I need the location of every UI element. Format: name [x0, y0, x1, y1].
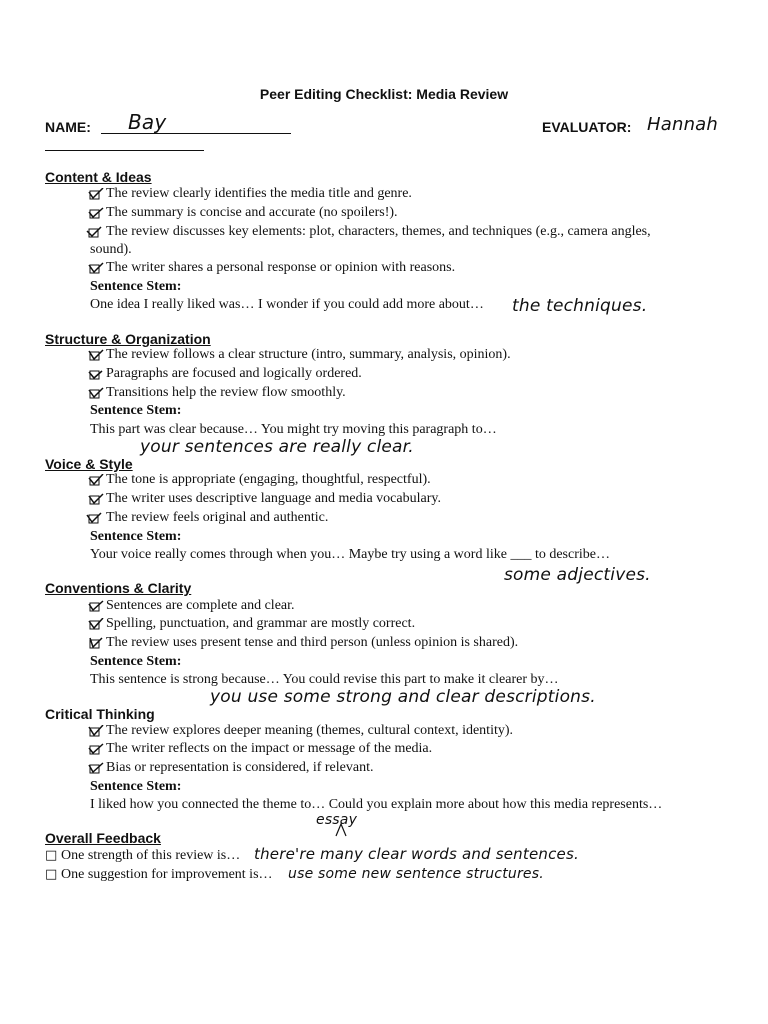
section-heading-content: Content & Ideas — [45, 169, 152, 185]
sentence-stem-label: Sentence Stem: — [90, 529, 182, 544]
sentence-stem-text: One idea I really liked was… I wonder if you could add more about… — [90, 297, 484, 312]
sentence-stem-label: Sentence Stem: — [90, 279, 182, 294]
checklist-item: The review explores deeper meaning (themes, cultural context, identity). — [106, 723, 514, 738]
checklist-item: Paragraphs are focused and logically ordered. — [106, 366, 362, 381]
checkbox-checked-icon — [88, 349, 104, 361]
checkbox-checked-icon — [86, 226, 102, 238]
handwritten-response: your sentences are really clear. — [140, 437, 414, 457]
page-title: Peer Editing Checklist: Media Review — [259, 86, 509, 102]
checkbox-empty-icon: □ — [45, 848, 58, 863]
checkbox-checked-icon — [88, 618, 104, 630]
checkbox-checked-icon — [88, 474, 104, 486]
checkbox-checked-icon — [88, 493, 104, 505]
checkbox-checked-icon — [88, 262, 104, 274]
checklist-item: The tone is appropriate (engaging, thoughtful, respectful). — [106, 472, 431, 487]
checkbox-checked-icon — [88, 725, 104, 737]
checklist-item: Transitions help the review flow smoothly. — [106, 385, 346, 400]
checkbox-checked-icon — [88, 637, 104, 649]
handwritten-response: you use some strong and clear descriptions. — [210, 687, 596, 707]
checklist-item: The writer reflects on the impact or message of the media. — [106, 741, 433, 756]
checkbox-checked-icon — [86, 512, 102, 524]
checklist-item: The review discusses key elements: plot, characters, themes, and techniques (e.g., camera angles, — [106, 224, 651, 239]
evaluator-handwritten: Hannah — [647, 114, 719, 135]
checkbox-empty-icon: □ — [45, 867, 58, 882]
sentence-stem-label: Sentence Stem: — [90, 779, 182, 794]
checkbox-checked-icon — [88, 368, 104, 380]
name-line-continued — [45, 150, 204, 151]
checklist-item: The review feels original and authentic. — [106, 510, 329, 525]
section-heading-critical: Critical Thinking — [45, 706, 155, 722]
caret-insert-icon — [335, 823, 347, 837]
checklist-item: The review clearly identifies the media title and genre. — [106, 186, 412, 201]
sentence-stem-text: This sentence is strong because… You could revise this part to make it clearer by… — [90, 672, 559, 687]
sentence-stem-label: Sentence Stem: — [90, 403, 182, 418]
sentence-stem-text: I liked how you connected the theme to… Could you explain more about how this media represents… — [90, 797, 663, 812]
section-heading-voice: Voice & Style — [45, 456, 133, 472]
checkbox-checked-icon — [88, 188, 104, 200]
checklist-item: The review follows a clear structure (intro, summary, analysis, opinion). — [106, 347, 511, 362]
evaluator-label: EVALUATOR: — [542, 119, 632, 135]
checklist-item: The summary is concise and accurate (no spoilers!). — [106, 205, 398, 220]
checklist-item: The writer shares a personal response or opinion with reasons. — [106, 260, 456, 275]
section-heading-structure: Structure & Organization — [45, 331, 211, 347]
checkbox-checked-icon — [88, 387, 104, 399]
sentence-stem-text: Your voice really comes through when you… Maybe try using a word like ___ to describe… — [90, 547, 610, 562]
checklist-item-continued: sound). — [90, 242, 132, 257]
checklist-item: The writer uses descriptive language and media vocabulary. — [106, 491, 441, 506]
feedback-suggestion-text: One suggestion for improvement is… — [61, 867, 273, 882]
checklist-item: Sentences are complete and clear. — [106, 598, 295, 613]
checklist-item: Spelling, punctuation, and grammar are mostly correct. — [106, 616, 416, 631]
handwritten-response: essay — [316, 812, 358, 828]
handwritten-response: there're many clear words and sentences. — [254, 845, 579, 863]
handwritten-response: use some new sentence structures. — [288, 866, 544, 882]
checklist-item: Bias or representation is considered, if relevant. — [106, 760, 374, 775]
section-heading-overall: Overall Feedback — [45, 830, 161, 846]
handwritten-response: some adjectives. — [504, 565, 651, 585]
sentence-stem-label: Sentence Stem: — [90, 654, 182, 669]
checkbox-checked-icon — [88, 207, 104, 219]
name-label: NAME: — [45, 119, 91, 135]
handwritten-response: the techniques. — [512, 296, 648, 316]
checkbox-checked-icon — [88, 600, 104, 612]
feedback-strength-text: One strength of this review is… — [61, 848, 241, 863]
checkbox-checked-icon — [88, 762, 104, 774]
checklist-item: The review uses present tense and third person (unless opinion is shared). — [106, 635, 519, 650]
section-heading-conventions: Conventions & Clarity — [45, 580, 192, 596]
sentence-stem-text: This part was clear because… You might try moving this paragraph to… — [90, 422, 497, 437]
name-handwritten: Bay — [128, 110, 167, 134]
checkbox-checked-icon — [88, 743, 104, 755]
